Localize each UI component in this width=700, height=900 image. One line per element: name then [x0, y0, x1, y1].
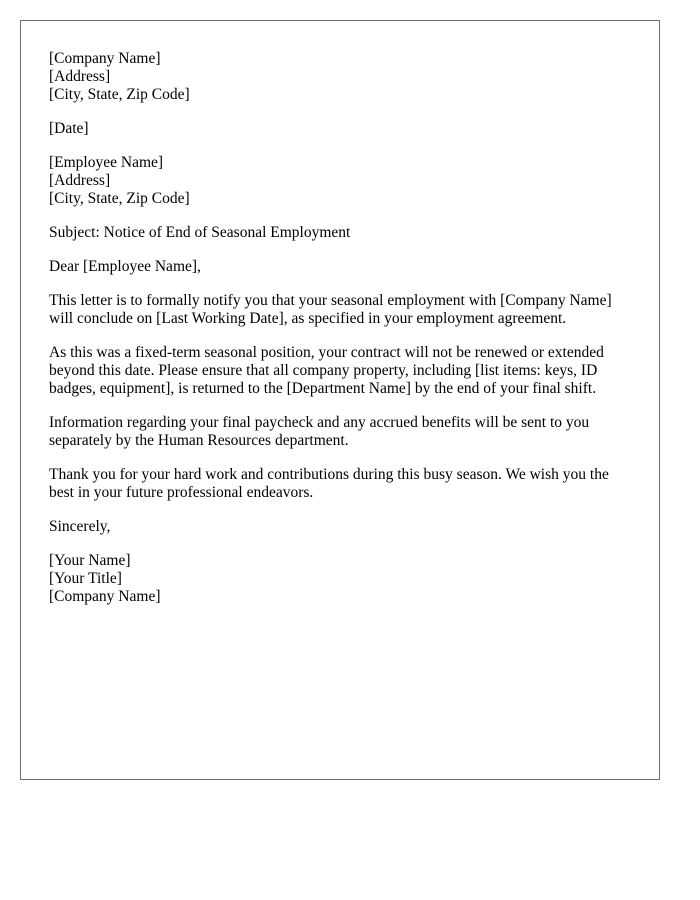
- date-block: [49, 120, 639, 138]
- salutation-block: [49, 258, 639, 276]
- paragraph-line: badges, equipment], is returned to the [Department Name] by the end of your final shift.: [49, 380, 597, 397]
- closing-block: [49, 518, 639, 536]
- salutation: Dear [Employee Name],: [49, 258, 201, 275]
- body-paragraph-2: [49, 344, 639, 398]
- letter-date: [Date]: [49, 120, 89, 137]
- paragraph-line: This letter is to formally notify you that your seasonal employment with [Company Name]: [49, 292, 612, 309]
- sender-city-state-zip: [City, State, Zip Code]: [49, 86, 190, 103]
- subject-line: Subject: Notice of End of Seasonal Employment: [49, 224, 351, 241]
- recipient-address: [Address]: [49, 172, 111, 189]
- signature-title: [Your Title]: [49, 570, 122, 587]
- paragraph-line: Information regarding your final paycheck and any accrued benefits will be sent to you: [49, 414, 590, 431]
- sender-block: [49, 50, 639, 104]
- signature-company: [Company Name]: [49, 588, 161, 605]
- sender-company: [Company Name]: [49, 50, 161, 67]
- letter-page: [20, 20, 660, 780]
- closing: Sincerely,: [49, 518, 111, 535]
- signature-name: [Your Name]: [49, 552, 131, 569]
- body-paragraph-3: [49, 414, 639, 450]
- letter-content: [49, 50, 639, 622]
- recipient-block: [49, 154, 639, 208]
- sender-address: [Address]: [49, 68, 111, 85]
- recipient-name: [Employee Name]: [49, 154, 164, 171]
- signature-block: [49, 552, 639, 606]
- paragraph-line: As this was a fixed-term seasonal position, your contract will not be renewed or extended: [49, 344, 604, 361]
- paragraph-line: will conclude on [Last Working Date], as specified in your employment agreement.: [49, 310, 567, 327]
- body-paragraph-4: [49, 466, 639, 502]
- paragraph-line: best in your future professional endeavors.: [49, 484, 314, 501]
- recipient-city-state-zip: [City, State, Zip Code]: [49, 190, 190, 207]
- paragraph-line: separately by the Human Resources department.: [49, 432, 349, 449]
- paragraph-line: beyond this date. Please ensure that all company property, including [list items: keys, ID: [49, 362, 598, 379]
- paragraph-line: Thank you for your hard work and contributions during this busy season. We wish you the: [49, 466, 609, 483]
- body-paragraph-1: [49, 292, 639, 328]
- subject-block: [49, 224, 639, 242]
